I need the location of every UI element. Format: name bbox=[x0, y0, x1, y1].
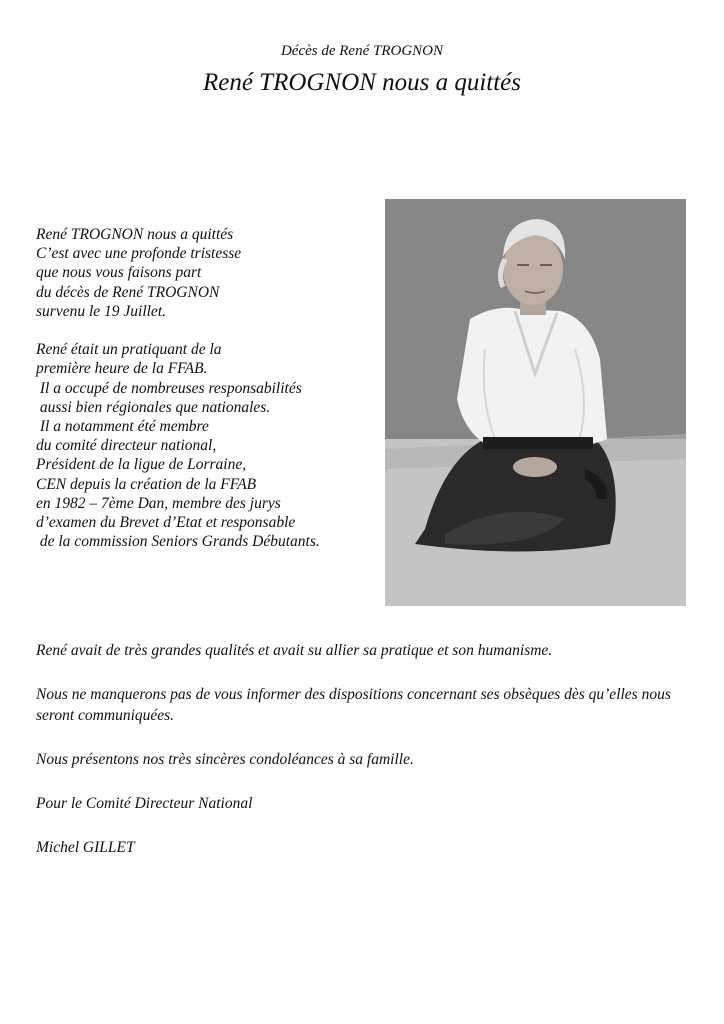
intro-line: en 1982 – 7ème Dan, membre des jurys bbox=[36, 494, 281, 512]
portrait-illustration bbox=[385, 199, 686, 606]
intro-line: de la commission Seniors Grands Débutants. bbox=[36, 533, 320, 551]
paragraph: Pour le Comité Directeur National bbox=[36, 795, 253, 812]
intro-line: René était un pratiquant de la bbox=[36, 341, 222, 359]
intro-line: première heure de la FFAB. bbox=[36, 360, 208, 378]
paragraph: Nous présentons nos très sincères condoléances à sa famille. bbox=[36, 751, 414, 768]
intro-line: C’est avec une profonde tristesse bbox=[36, 245, 242, 263]
closing-text-block bbox=[36, 640, 696, 881]
portrait-photo bbox=[385, 199, 686, 606]
intro-line: Il a occupé de nombreuses responsabilités bbox=[36, 379, 302, 397]
intro-line: que nous vous faisons part bbox=[36, 264, 202, 282]
intro-line: Président de la ligue de Lorraine, bbox=[36, 456, 247, 474]
intro-line: aussi bien régionales que nationales. bbox=[36, 398, 271, 416]
intro-line: du comité directeur national, bbox=[36, 437, 217, 455]
intro-line: du décès de René TROGNON bbox=[36, 283, 220, 301]
signature-name: Michel GILLET bbox=[36, 839, 135, 856]
intro-line: René TROGNON nous a quittés bbox=[36, 226, 234, 243]
document-title: René TROGNON nous a quittés bbox=[202, 69, 522, 96]
paragraph-gap bbox=[36, 321, 376, 340]
intro-line: Il a notamment été membre bbox=[36, 418, 209, 436]
paragraph: René avait de très grandes qualités et avait su allier sa pratique et son humanisme. bbox=[36, 642, 553, 659]
intro-line: survenu le 19 Juillet. bbox=[36, 302, 166, 320]
intro-line: d’examen du Brevet d’Etat et responsable bbox=[36, 514, 296, 532]
document-supertitle: Décès de René TROGNON bbox=[280, 43, 444, 59]
intro-line: CEN depuis la création de la FFAB bbox=[36, 475, 257, 493]
intro-text-block bbox=[36, 225, 376, 551]
paragraph: Nous ne manquerons pas de vous informer des dispositions concernant ses obsèques dès qu’elles nous seront communiquées. bbox=[36, 686, 671, 724]
